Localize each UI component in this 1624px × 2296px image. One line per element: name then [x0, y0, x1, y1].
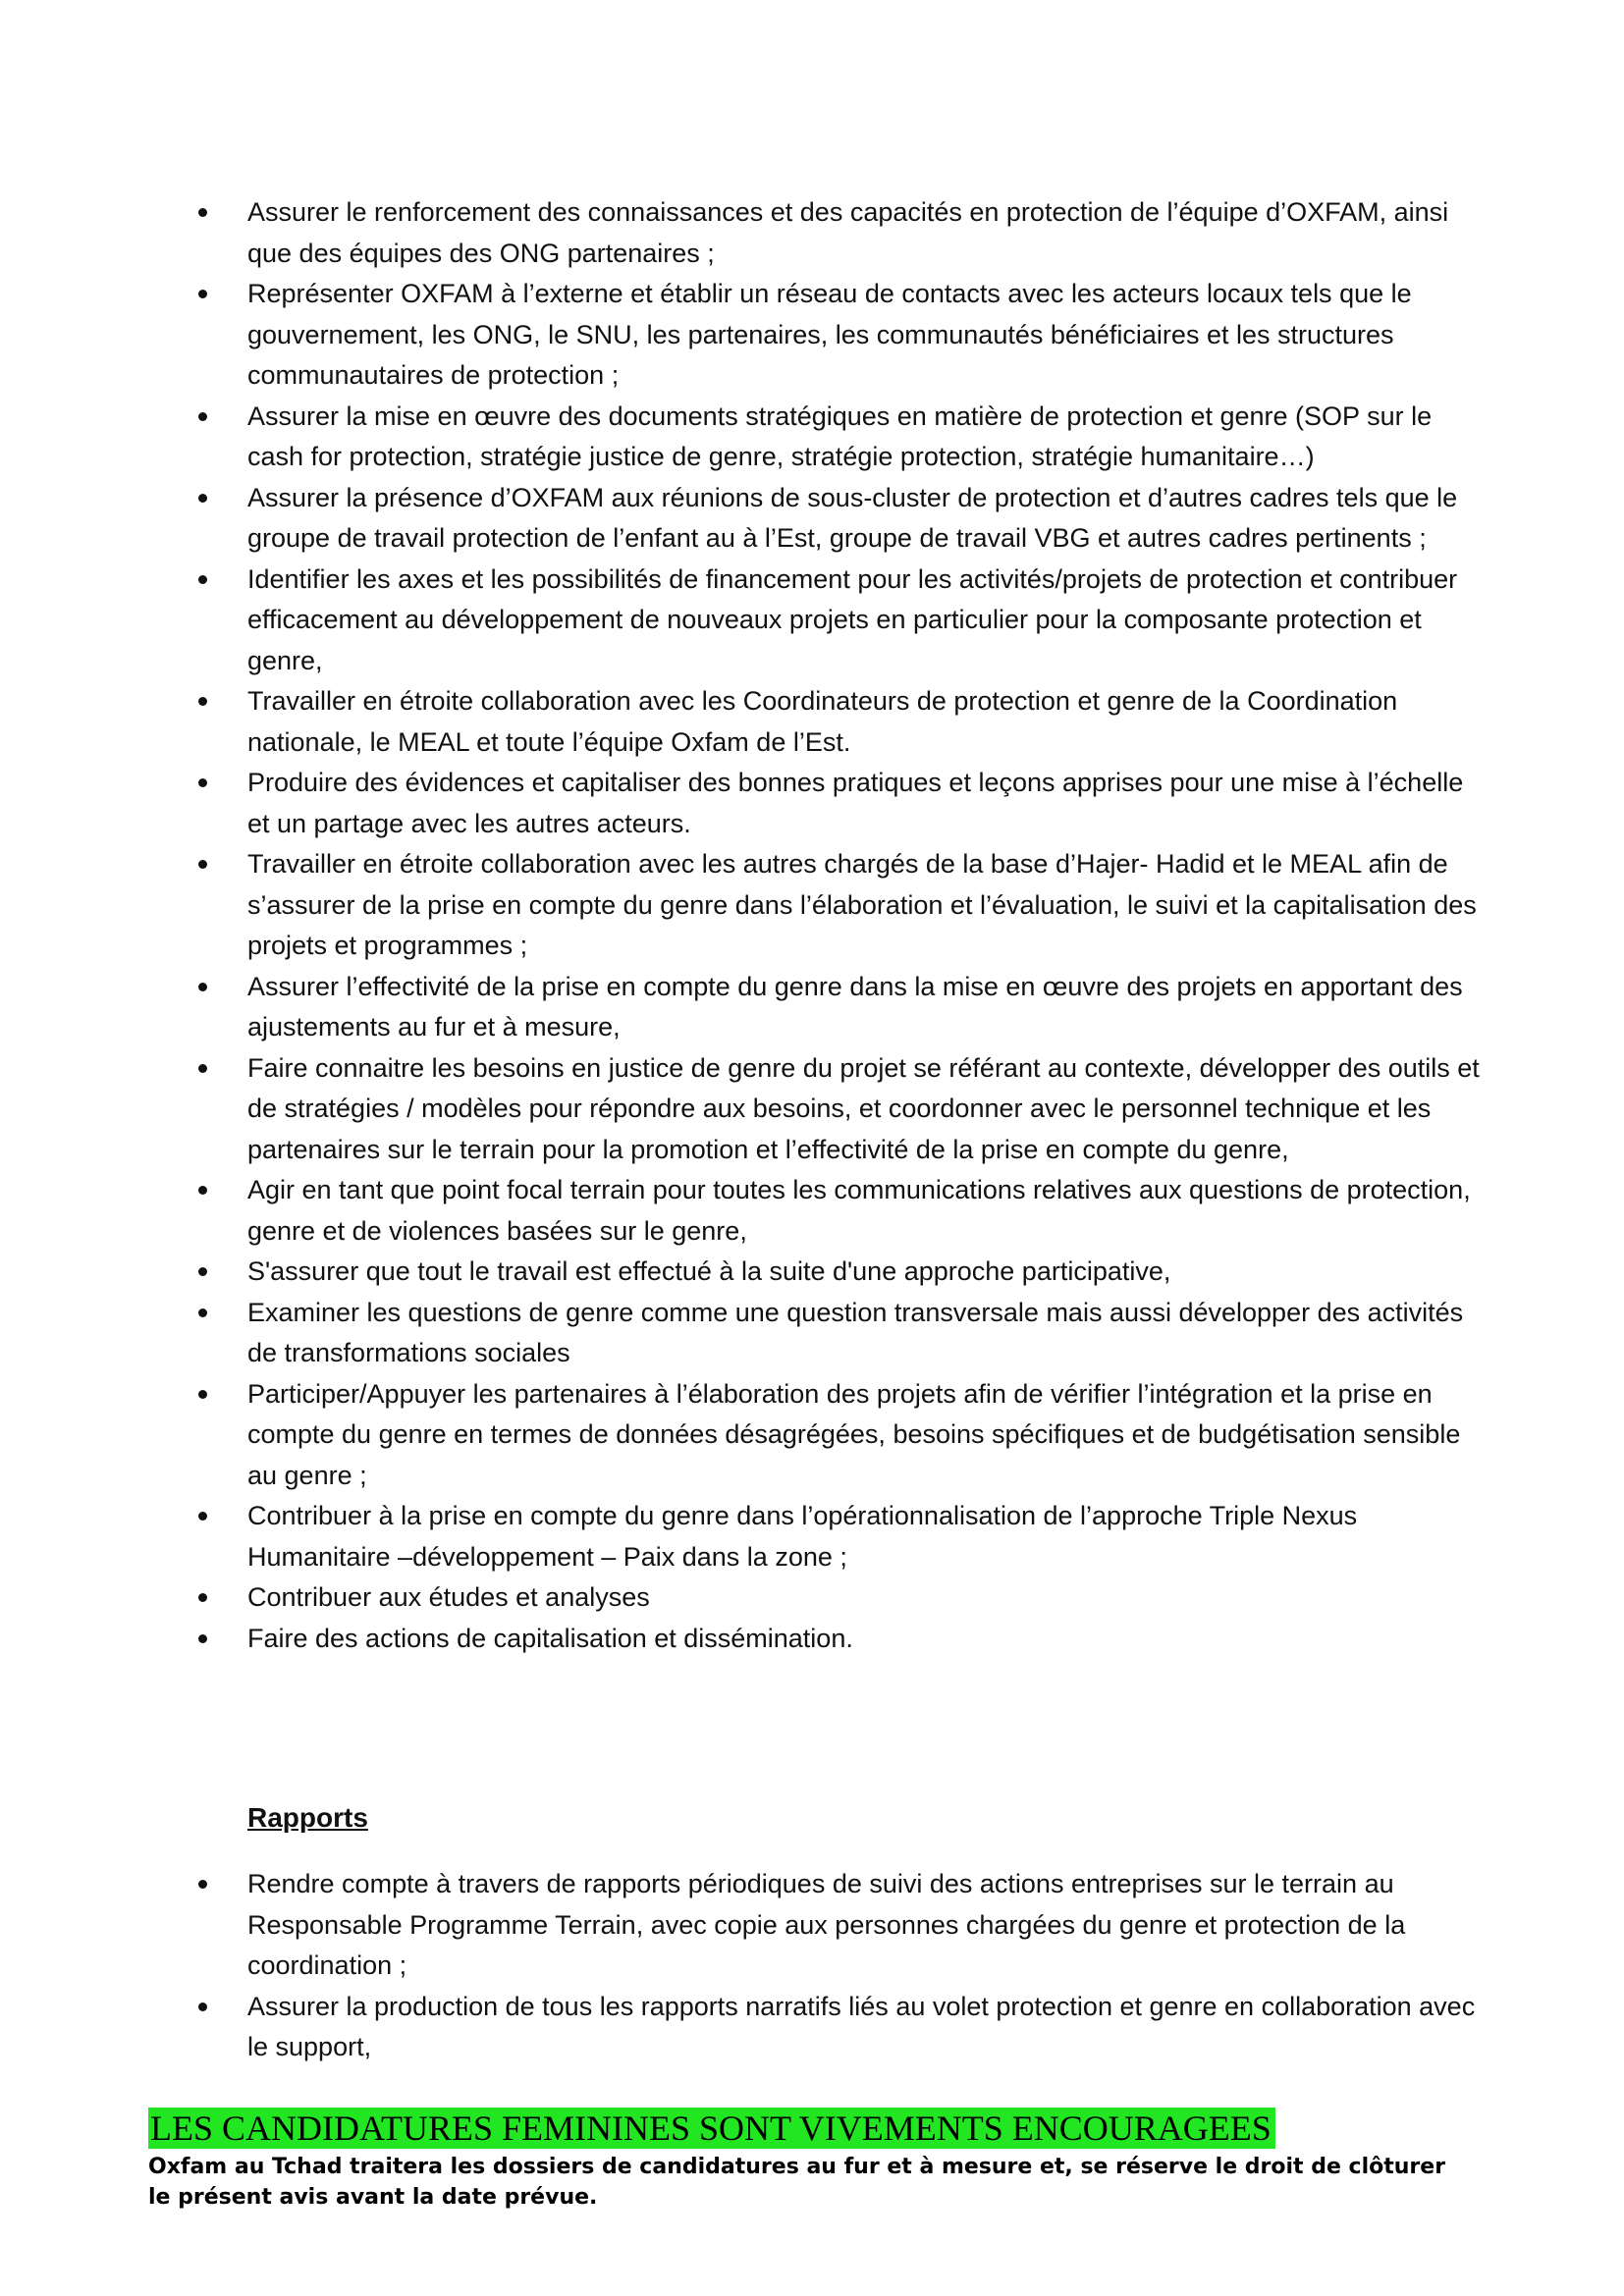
bullet-text: S'assurer que tout le travail est effectué à la suite d'une approche participative, [247, 1256, 1171, 1286]
bullet-dot-icon [198, 412, 207, 421]
bullet-text: Assurer la mise en œuvre des documents stratégiques en matière de protection et genre (SOP sur le cash for protection, stratégie justice de genre, stratégie protection, stratégie humanitaire…) [247, 400, 1433, 471]
bullet-dot-icon [198, 697, 207, 706]
bullet-text: Représenter OXFAM à l’externe et établir un réseau de contacts avec les acteurs locaux tels que le gouvernement, les ONG, le SNU, les partenaires, les communautés bénéficiaires et les structures communautaires de protection ; [247, 279, 1412, 390]
bullet-dot-icon [198, 1186, 207, 1195]
bullet-dot-icon [198, 575, 207, 584]
highlight-banner: LES CANDIDATURES FEMININES SONT VIVEMENTS ENCOURAGEES [148, 2108, 1275, 2149]
bullet-dot-icon [198, 290, 207, 298]
bullet-item [196, 967, 1492, 1048]
bullet-item [196, 681, 1492, 763]
bullet-text: Contribuer aux études et analyses [247, 1582, 650, 1612]
bullet-text: Contribuer à la prise en compte du genre dans l’opérationnalisation de l’approche Triple Nexus Humanitaire –développement – Paix dans la zone ; [247, 1501, 1358, 1572]
bullet-item [196, 763, 1492, 844]
bullet-dot-icon [198, 1390, 207, 1399]
bullet-text: Faire des actions de capitalisation et dissémination. [247, 1623, 853, 1653]
bullet-item [196, 1048, 1492, 1171]
bullet-dot-icon [198, 1593, 207, 1602]
bullet-text: Assurer la présence d’OXFAM aux réunions de sous-cluster de protection et d’autres cadres tels que le groupe de travail protection de l’enfant au à l’Est, groupe de travail VBG et autres cadres pertinents ; [247, 482, 1458, 553]
bullet-dot-icon [198, 208, 207, 217]
bullet-dot-icon [198, 1308, 207, 1317]
bullet-text: Identifier les axes et les possibilités de financement pour les activités/projets de protection et contribuer efficacement au développement de nouveaux projets en particulier pour la composante protection et genre, [247, 563, 1458, 675]
bullet-item [196, 1170, 1492, 1252]
bullet-item [196, 478, 1492, 560]
bullet-dot-icon [198, 2002, 207, 2011]
bullet-item [196, 1577, 1492, 1619]
bullet-item [196, 397, 1492, 478]
closing-notice: Oxfam au Tchad traitera les dossiers de candidatures au fur et à mesure et, se réserve le droit de clôturer le présent avis avant la date prévue. [148, 2155, 1446, 2210]
bullet-text: Agir en tant que point focal terrain pour toutes les communications relatives aux questions de protection, genre et de violences basées sur le genre, [247, 1175, 1471, 1246]
bullet-dot-icon [198, 778, 207, 787]
bullet-item [196, 1864, 1492, 1987]
bullet-item [196, 192, 1492, 274]
bullet-item [196, 1252, 1492, 1293]
bullet-text: Rendre compte à travers de rapports périodiques de suivi des actions entreprises sur le terrain au Responsable Programme Terrain, avec copie aux personnes chargées du genre et protection de la coordination ; [247, 1869, 1406, 1980]
bullet-item [196, 274, 1492, 397]
bullet-text: Faire connaitre les besoins en justice de genre du projet se référant au contexte, développer des outils et de stratégies / modèles pour répondre aux besoins, et coordonner avec le personnel technique et les partenaires sur le terrain pour la promotion et l’effectivité de la prise en compte du genre, [247, 1052, 1480, 1164]
bullet-dot-icon [198, 860, 207, 869]
bullet-item [196, 1619, 1492, 1660]
bullet-text: Assurer la production de tous les rapports narratifs liés au volet protection et genre en collaboration avec le support, [247, 1991, 1476, 2061]
bullet-dot-icon [198, 1064, 207, 1073]
bullet-item [196, 1987, 1492, 2068]
bullet-text: Travailler en étroite collaboration avec les Coordinateurs de protection et genre de la Coordination nationale, le MEAL et toute l’équipe Oxfam de l’Est. [247, 686, 1398, 757]
bullet-text: Produire des évidences et capitaliser des bonnes pratiques et leçons apprises pour une mise à l’échelle et un partage avec les autres acteurs. [247, 768, 1464, 838]
bullet-dot-icon [198, 1880, 207, 1889]
bullet-item [196, 1496, 1492, 1577]
bullet-text: Travailler en étroite collaboration avec les autres chargés de la base d’Hajer- Hadid et le MEAL afin de s’assurer de la prise en compte du genre dans l’élaboration et l’évaluation, le suivi et la capitalisation des projets et programmes ; [247, 849, 1477, 960]
bullet-text: Examiner les questions de genre comme une question transversale mais aussi développer des activités de transformations sociales [247, 1297, 1464, 1367]
bullet-dot-icon [198, 494, 207, 503]
bullet-dot-icon [198, 1512, 207, 1521]
bullet-item [196, 1293, 1492, 1374]
bullet-dot-icon [198, 1634, 207, 1643]
bullet-dot-icon [198, 1267, 207, 1276]
rapports-list [196, 1864, 1492, 2068]
bullet-item [196, 1374, 1492, 1497]
rapports-heading: Rapports [247, 1802, 368, 1833]
bullet-text: Assurer le renforcement des connaissances et des capacités en protection de l’équipe d’OXFAM, ainsi que des équipes des ONG partenaires ; [247, 197, 1449, 268]
bullet-dot-icon [198, 983, 207, 991]
bullet-item [196, 844, 1492, 967]
responsibilities-list [196, 192, 1492, 1659]
bullet-item [196, 560, 1492, 682]
bullet-text: Assurer l’effectivité de la prise en compte du genre dans la mise en œuvre des projets en apportant des ajustements au fur et à mesure, [247, 971, 1463, 1041]
bullet-text: Participer/Appuyer les partenaires à l’élaboration des projets afin de vérifier l’intégration et la prise en compte du genre en termes de données désagrégées, besoins spécifiques et de budgétisation sensible au genre ; [247, 1378, 1461, 1490]
